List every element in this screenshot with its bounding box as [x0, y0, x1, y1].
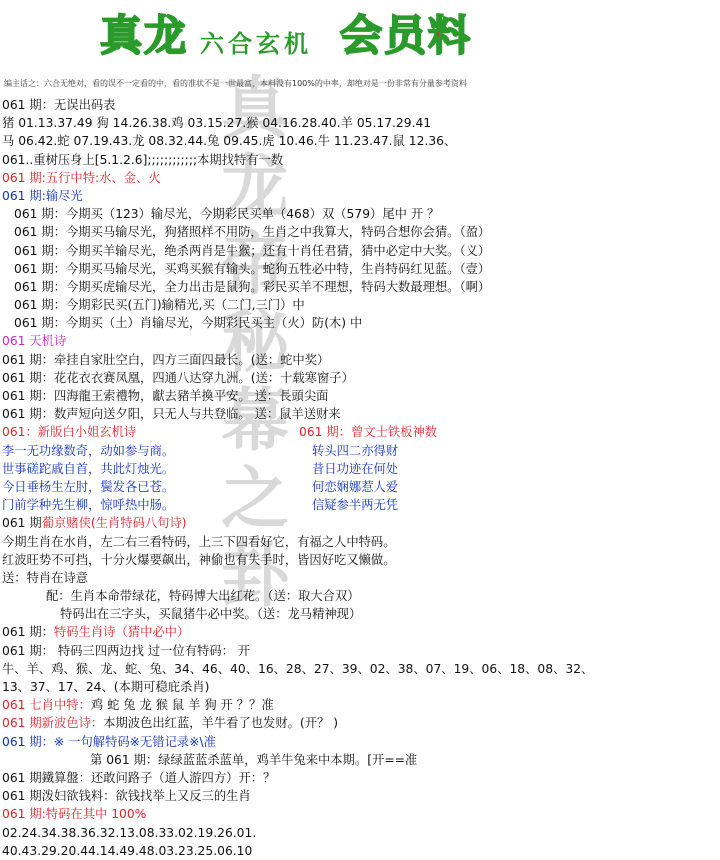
text-line — [2, 733, 718, 751]
line-text: 02.24.34.38.36.32.13.08.33.02.19.26.01. — [2, 825, 257, 840]
split-left-title: 061：新版白小姐玄机诗 — [2, 425, 137, 440]
text-line — [2, 660, 718, 678]
watermark-char: 龙 — [220, 147, 289, 227]
line-text: 061 期泼妇欲钱料：欲钱找举上又反三的生肖 — [2, 789, 251, 804]
split-right-cell: 转头四二亦得财 — [312, 443, 399, 458]
line-text: 红波旺势不可挡，十分火爆要飙出，神偷也有失手时，皆因好吃又懒做。 — [2, 552, 396, 567]
watermark-char: 之 — [220, 459, 289, 539]
split-right-title: 061 期：曾文士铁板神数 — [299, 425, 438, 440]
line-text: 牛、羊、鸡、猴、龙、蛇、兔、34、46、40、16、28、27、39、02、38、07、19、06、18、08、32、 — [2, 661, 594, 676]
text-line — [2, 642, 718, 660]
line-label: 061 期：※ 一句解特码※无错记录※\准 — [2, 734, 216, 749]
text-line — [2, 96, 718, 114]
text-line — [2, 696, 718, 714]
title-right: 会员料 — [340, 11, 473, 60]
text-line — [2, 551, 718, 569]
text-line — [2, 132, 718, 150]
text-line — [2, 187, 718, 205]
line-text: 061 期：今期买马输尽光，狗猪照样不用防，生肖之中我算大，特码合想你会猜。（盈） — [14, 225, 491, 240]
text-line — [2, 387, 718, 405]
line-text: 鸡 蛇 兔 龙 猴 鼠 羊 狗 开 ？？准 — [90, 698, 274, 713]
line-text: 本期波色出红蓝，羊牛看了也发财。(开？ ) — [103, 716, 339, 731]
text-line — [2, 714, 718, 732]
line-text: 061 期：今期买虎输尽光，全力出击是鼠狗。彩民买羊不理想，特码大数最理想。（啊） — [14, 279, 491, 294]
title-left: 真龙 — [100, 11, 189, 60]
line-label: 061 期 — [2, 770, 42, 785]
line-text: 061 期：牵挂自家肚空白，四方三面四最长。(送：蛇中奖） — [2, 352, 330, 367]
line-text: 特码出在三字头，买鼠猪牛必中奖。（送：龙马精神现） — [60, 607, 362, 622]
text-line — [2, 769, 718, 787]
text-line — [2, 514, 718, 532]
line-text: 水、金、火 — [99, 170, 161, 185]
content-lines — [2, 96, 718, 860]
text-line — [2, 824, 718, 842]
text-line — [2, 260, 718, 278]
text-line — [2, 678, 718, 696]
split-row — [2, 442, 718, 460]
line-label: 061 期:特码在其中 100% — [2, 807, 147, 822]
line-text: 第 061 期：绿绿蓝蓝杀蓝单，鸡羊牛兔来中本期。[开==准 — [90, 752, 418, 767]
line-text: 061 期：花花衣衣赛凤凰，四通八达穿九洲。(送：十载寒窗子） — [2, 370, 354, 385]
text-line — [2, 533, 718, 551]
split-row — [2, 478, 718, 496]
line-text: 061 期： 特码三四两边找 过一位有特码： 开 — [2, 643, 251, 658]
text-line — [2, 787, 718, 805]
title-middle: 六合玄机 — [200, 29, 312, 58]
line-text: 061 期：今期买羊输尽光，绝杀两肖是牛猴；还有十肖任君猜，猜中必定中大奖。（义） — [14, 243, 491, 258]
text-line — [2, 623, 718, 641]
text-line — [2, 314, 718, 332]
line-text: 061 期：今期买（123）输尽光，今期彩民买单（468）双（579）尾中 开 ？ — [14, 207, 440, 222]
text-line — [2, 751, 718, 769]
line-text: 猪 01.13.37.49 狗 14.26.38.鸡 03.15.27.猴 04.16.28.40.羊 05.17.29.41 — [2, 116, 432, 131]
text-line — [2, 842, 718, 860]
line-text: 061..重树压身上[5.1.2.6];;;;;;;;;;;;本期找特有一数 — [2, 152, 284, 167]
line-text: 061 期：无误出码表 — [2, 98, 116, 112]
line-text: 061 期：今期彩民买(五门)输精光,买（二门,三门）中 — [14, 298, 305, 313]
line-text: 马 06.42.蛇 07.19.43.龙 08.32.44.兔 09.45.虎 10.46.牛 11.23.47.鼠 12.36、 — [2, 134, 457, 149]
line-text: 061 期：今期买（土）肖输尽光，今期彩民买主（火）防(木) 中 — [14, 316, 363, 331]
text-line — [2, 332, 718, 350]
line-label: 061 期:五行中特: — [2, 170, 100, 185]
text-line — [2, 405, 718, 423]
line-text: 特码生肖诗（猜中必中） — [53, 625, 190, 640]
line-label: 061 天机诗 — [2, 334, 67, 349]
line-text: 配：生肖本命带绿花，特码博大出红花。（送：取大合双） — [46, 589, 360, 604]
line-label: 061 期 — [2, 516, 42, 531]
split-right-cell: 昔日功迹在何处 — [312, 461, 399, 476]
line-text: 葡京赌侠(生肖特码八句诗) — [41, 516, 187, 531]
text-line — [2, 278, 718, 296]
text-line — [2, 296, 718, 314]
split-left-cell: 世事磋跎戚自首，共此灯烛光。 — [2, 461, 175, 476]
line-text: 40.43.29.20.44.14.49.48.03.23.25.06.10 — [2, 843, 253, 858]
motto-line: 编主话之：六合无绝对，看的误不一定看的中，看的准状不是一世最富，本料没有100%的中率，却绝对是一份非常有分量参考资料 — [4, 79, 467, 88]
line-text: 今期生肖在水肖，左二右三看特码，上三下四看好它，有福之人中特码。 — [2, 534, 396, 549]
split-left-cell: 今日垂杨生左肘，鬓发各已苍。 — [2, 479, 175, 494]
split-right-cell: 信疑参半两无凭 — [312, 498, 399, 513]
header-banner — [0, 0, 720, 72]
text-line — [2, 351, 718, 369]
text-line — [2, 242, 718, 260]
watermark-char: 真 — [220, 69, 289, 149]
line-label: 061 期新波色诗： — [2, 716, 104, 731]
line-text: 送：特肖在诗意 — [2, 570, 89, 585]
text-line — [2, 205, 718, 223]
text-line — [2, 569, 718, 587]
split-right-cell: 何恋娴娜惹人爱 — [312, 479, 399, 494]
text-line — [2, 605, 718, 623]
line-label: 061 期： — [2, 625, 54, 640]
text-line — [2, 223, 718, 241]
watermark-char: 幕 — [220, 381, 289, 461]
split-left-cell: 门前学种先生柳，惊呼热中肠。 — [2, 498, 175, 513]
watermark-char: 卦 — [220, 537, 289, 617]
text-line — [2, 805, 718, 823]
watermark-char: 秘 — [220, 303, 289, 383]
split-row — [2, 460, 718, 478]
line-text: 鐵算盤：还敢问路子（道人游四方）开：？ — [41, 770, 276, 785]
text-line — [2, 114, 718, 132]
line-label: 061 七肖中特： — [2, 698, 91, 713]
split-header — [2, 423, 718, 441]
watermark-char: 帝 — [220, 225, 289, 305]
text-line — [2, 151, 718, 169]
text-line — [2, 169, 718, 187]
line-text: 13、37、17、24、(本期可稳庇杀肖) — [2, 680, 210, 694]
text-line — [2, 369, 718, 387]
line-text: 061 期：四海龍王索禮物，獻去豬羊換平安。 送：長頭尖面 — [2, 389, 329, 403]
text-line — [2, 587, 718, 605]
line-label: 061 期:输尽光 — [2, 188, 83, 203]
split-left-cell: 李一无功缘数奇，动如参与商。 — [2, 443, 175, 458]
line-text: 061 期：数声短向送夕阳，只无人与共登临。 送：鼠羊送财来 — [2, 407, 341, 422]
split-row — [2, 496, 718, 514]
line-text: 061 期：今期买马输尽光，买鸡买猴有输头。蛇狗五牲必中特，生肖特码红见蓝。（壹） — [14, 261, 491, 276]
